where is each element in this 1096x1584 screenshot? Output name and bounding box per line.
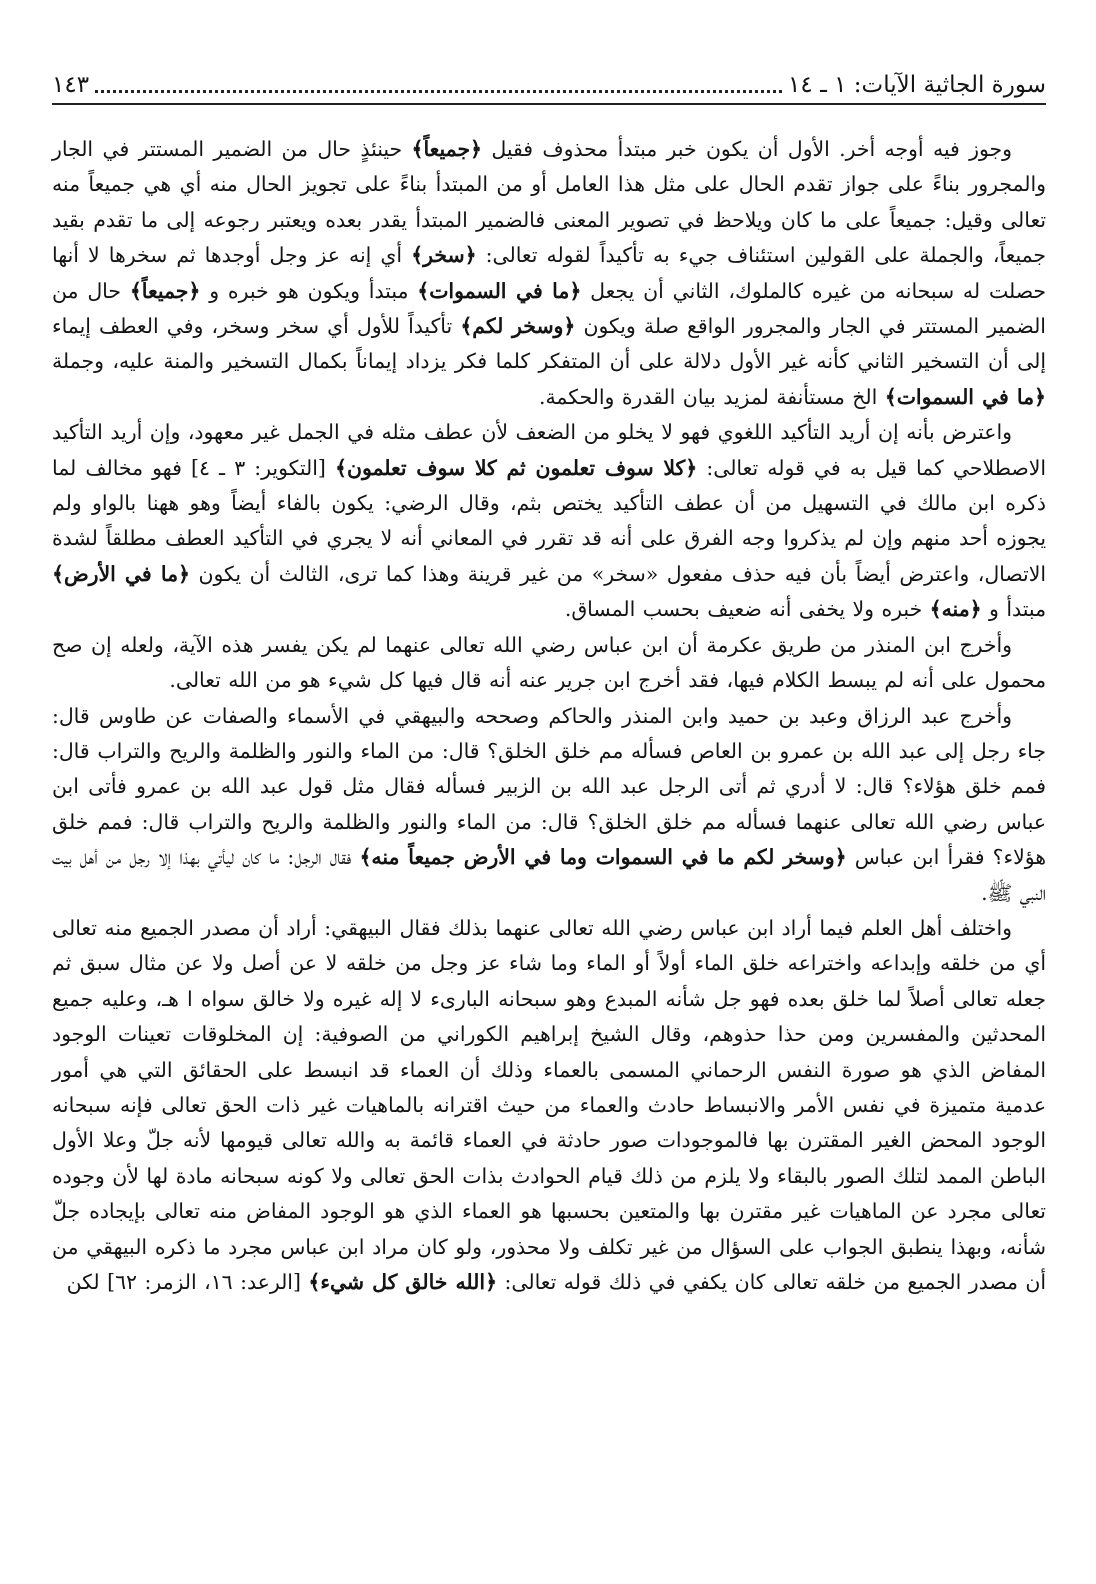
text-segment: مبتدأ و xyxy=(981,597,1046,622)
quran-quote: ﴿ما في السموات﴾ xyxy=(417,278,582,303)
quran-quote: ﴿جميعاً﴾ xyxy=(129,278,201,303)
quran-quote: ﴿منه﴾ xyxy=(929,597,982,622)
header-rule xyxy=(52,103,1046,105)
text-segment: وأخرج ابن المنذر من طريق عكرمة أن ابن عباس رضي الله تعالى عنهما لم يكن يفسر هذه الآية، ولعله إن صح محمول على أنه لم يبسط الكلام فيها، فقد أخرج ابن جرير عنه أنه قال فيها كل شيء هو من الله تعالى. xyxy=(52,632,1046,693)
paragraph xyxy=(52,132,1046,415)
text-segment: حينئذٍ حال من الضمير المستتر في الجار والمجرور بناءً على جواز تقدم الحال على مثل هذا العامل أو من المبتدأ بناءً على تجويز الحال منه أي هي جميعاً منه تعالى وقيل: جميعاً على ما كان ويلاحظ في تصوير المعنى فالضمير المبتدأ يقدر بعده ويعتبر رجوعه إلى ما تقدم بقيد جميعاً، والجملة على القولين استئناف جيء به تأكيداً لقوله تعالى: xyxy=(52,137,1046,268)
running-header xyxy=(52,60,1046,100)
text-segment: حال من الضمير المستتر في الجار والمجرور الواقع صلة ويكون xyxy=(52,278,1046,339)
surah-title: سورة الجاثية الآيات: ١ ـ ١٤ xyxy=(788,72,1046,98)
text-segment: أي إنه عز وجل أوجدها ثم سخرها لا أنها حصلت له سبحانه من غيره كالملوك، الثاني أن يجعل xyxy=(52,243,1046,303)
dotted-leader xyxy=(95,89,782,93)
quran-quote: ﴿كلا سوف تعلمون ثم كلا سوف تعلمون﴾ xyxy=(335,455,698,480)
page-number: ١٤٣ xyxy=(52,72,90,98)
paragraph xyxy=(52,628,1046,699)
text-segment: وأخرج عبد الرزاق وعبد بن حميد وابن المنذر والحاكم وصححه والبيهقي في الأسماء والصفات عن طاوس قال: جاء رجل إلى عبد الله بن عمرو بن العاص فسأله مم خلق الخلق؟ قال: من الماء والنور والظلمة والريح والتراب قال: فمم خلق هؤلاء؟ قال: لا أدري ثم أتى الرجل عبد الله بن الزبير فسأله فقال مثل قول عبد الله بن عمرو فأتى ابن عباس رضي الله تعالى عنهما فسأله مم خلق الخلق؟ قال: من الماء والنور والظلمة والريح والتراب قال: فمم خلق هؤلاء؟ فقرأ ابن عباس xyxy=(52,703,1046,870)
text-segment: واختلف أهل العلم فيما أراد ابن عباس رضي الله تعالى عنهما بذلك فقال البيهقي: أراد أن مصدر الجميع منه تعالى أي من خلقه وإبداعه واختراعه خلق الماء أولاً أو الماء وما شاء عز وجل من خلقه لا عن أصل ولا عن مثال سبق ثم جعله تعالى أصلاً لما خلق بعده فهو جل شأنه المبدع وهو سبحانه البارىء لا إله غيره ولا خالق سواه ا هـ، وعليه جميع المحدثين والمفسرين ومن حذا حذوهم، وقال الشيخ إبراهيم الكوراني من الصوفية: إن المخلوقات تعينات الوجود المفاض الذي هو صورة النفس الرحماني المسمى بالعماء وذلك أن العماء قد انبسط على الحقائق التي هي أمور عدمية متميزة في نفس الأمر والانبساط حادث والعماء من حيث اقترانه بالماهيات غير ذات الحق تعالى فإنه سبحانه الوجود المحض الغير المقترن بها فالموجودات صور حادثة في العماء قائمة به والله تعالى قيومها لأنه جلّ وعلا الأول الباطن الممد لتلك الصور بالبقاء ولا يلزم من ذلك قيام الحوادث بذات الحق تعالى ولا كونه سبحانه مادة لها لأن وجوده تعالى مجرد عن الماهيات غير مقترن بها والمتعين بحسبها هو العماء الذي هو الوجود المفاض منه تعالى بإيجاده جلّ شأنه، وبهذا ينطبق الجواب على السؤال من غير تكلف ولا محذور، ولو كان مراد ابن عباس مجرد ما ذكره البيهقي من أن مصدر الجميع من خلقه تعالى كان يكفي في ذلك قوله تعالى: xyxy=(52,915,1046,1294)
paragraph xyxy=(52,911,1046,1300)
quran-quote: ﴿ما في السموات﴾ xyxy=(884,384,1046,409)
body-text xyxy=(52,132,1046,1300)
text-segment: خبره ولا يخفى أنه ضعيف بحسب المساق. xyxy=(564,597,930,622)
text-segment: مبتدأ ويكون هو خبره و xyxy=(200,278,418,303)
quran-quote: ﴿ما في الأرض﴾ xyxy=(52,561,190,586)
quran-quote: ﴿جميعاً﴾ xyxy=(411,137,483,161)
quran-quote: ﴿وسخر لكم﴾ xyxy=(460,314,576,339)
paragraph xyxy=(52,699,1046,911)
quran-quote: ﴿وسخر لكم ما في السموات وما في الأرض جميعاً منه﴾ xyxy=(359,845,847,870)
text-segment: [التكوير: ٣ ـ ٤] فهو مخالف لما ذكره ابن مالك في التسهيل من أن عطف التأكيد يختص بثم، وقال الرضي: يكون بالفاء أيضاً وهو ههنا بالواو ولم يجوزه أحد منهم وإن لم يذكروا وجه الفرق على أنه قد تقرر في المعاني أنه لا يجري في التأكيد العطف مطلقاً لشدة الاتصال، واعترض أيضاً بأن فيه حذف مفعول «سخر» من غير قرينة وهذا كما ترى، الثالث أن يكون xyxy=(52,455,1047,586)
text-segment: فقال الرجل: ما كان ليأتي بهذا إلا رجل من أهل بيت النبي ﷺ. xyxy=(52,845,1046,905)
quran-quote: ﴿سخر﴾ xyxy=(411,243,477,268)
paragraph xyxy=(52,415,1046,627)
text-segment: [الرعد: ١٦، الزمر: ٦٢] لكن xyxy=(66,1270,309,1294)
text-segment: الخ مستأنفة لمزيد بيان القدرة والحكمة. xyxy=(539,384,885,409)
text-segment: وجوز فيه أوجه أخر. الأول أن يكون خبر مبتدأ محذوف فقيل xyxy=(482,137,1012,161)
text-segment: تأكيداً للأول أي سخر وسخر، وفي العطف إيماء إلى أن التسخير الثاني كأنه غير الأول دلالة على أن المتفكر كلما فكر يزداد إيماناً بكمال التسخير والمنة عليه، وجملة xyxy=(52,314,1046,374)
text-segment: واعترض بأنه إن أريد التأكيد اللغوي فهو لا يخلو من الضعف لأن عطف مثله في الجمل غير معهود، وإن أريد التأكيد الاصطلاحي كما قيل به في قوله تعالى: xyxy=(52,420,1046,480)
quran-quote: ﴿الله خالق كل شيء﴾ xyxy=(308,1270,498,1294)
